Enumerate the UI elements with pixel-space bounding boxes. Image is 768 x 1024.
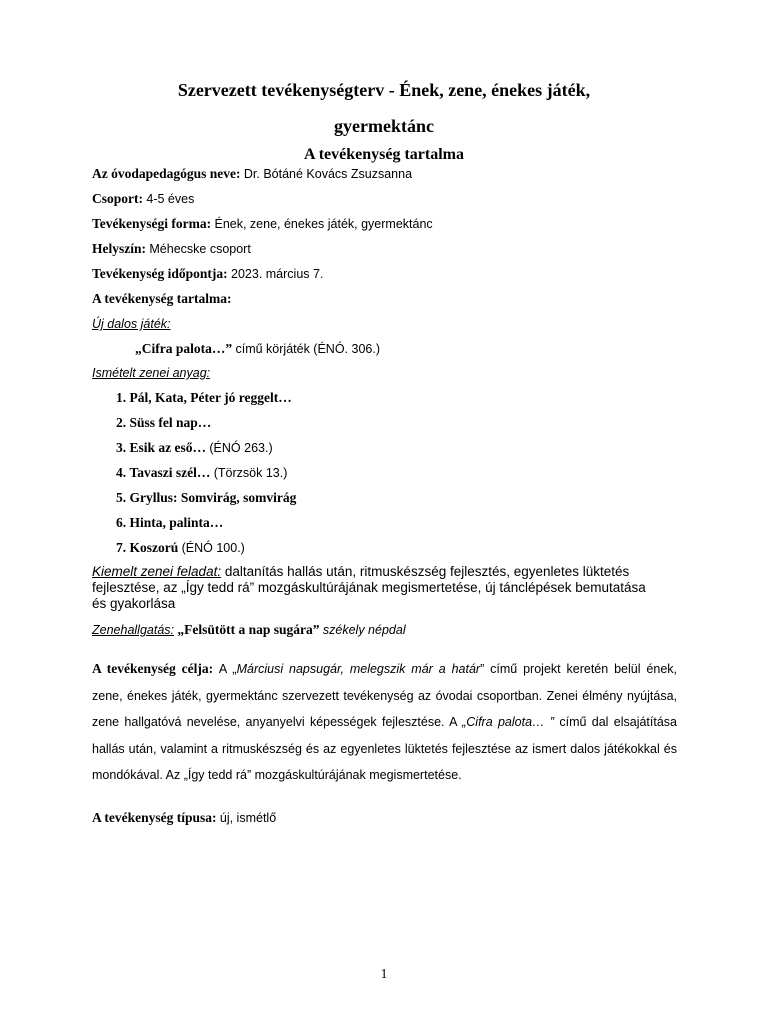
- new-game-desc: című körjáték (ÉNÓ. 306.): [235, 342, 380, 356]
- listening-desc: székely népdal: [322, 623, 406, 637]
- list-item: 6. Hinta, palinta…: [116, 515, 224, 530]
- content-heading: A tevékenység tartalma:: [92, 291, 232, 306]
- date-row: [92, 266, 323, 282]
- list-item: 3. Esik az eső… (ÉNÓ 263.): [116, 440, 273, 455]
- goal-project: Márciusi napsugár, melegszik már a határ: [236, 662, 481, 676]
- page-subtitle: A tevékenység tartalma: [304, 146, 464, 163]
- repeated-label: Ismételt zenei anyag:: [92, 366, 211, 380]
- list-item: 7. Koszorú (ÉNÓ 100.): [116, 540, 245, 555]
- group-value: 4-5 éves: [146, 192, 195, 206]
- teacher-row: [92, 166, 412, 182]
- group-row: [92, 191, 194, 207]
- form-row: [92, 216, 433, 232]
- list-item: 1. Pál, Kata, Péter jó reggelt…: [116, 390, 292, 405]
- listening-label: Zenehallgatás:: [92, 623, 175, 637]
- goal-label: A tevékenység célja:: [92, 661, 214, 676]
- date-label: Tevékenység időpontja:: [92, 266, 228, 281]
- teacher-label: Az óvodapedagógus neve:: [92, 166, 241, 181]
- page-title-line2: gyermektánc: [334, 116, 434, 136]
- place-label: Helyszín:: [92, 241, 146, 256]
- teacher-value: Dr. Bótáné Kovács Zsuzsanna: [243, 167, 413, 181]
- listening-title: „Felsütött a nap sugára”: [177, 622, 320, 637]
- new-game-title: „Cifra palota…”: [135, 341, 233, 356]
- date-value: 2023. március 7.: [231, 267, 324, 281]
- featured-label: Kiemelt zenei feladat:: [92, 564, 222, 579]
- type-row: [92, 810, 276, 826]
- list-item: 4. Tavaszi szél… (Törzsök 13.): [116, 465, 288, 480]
- place-value: Méhecske csoport: [149, 242, 251, 256]
- type-label: A tevékenység típusa:: [92, 810, 217, 825]
- page-title-line1: Szervezett tevékenységterv - Ének, zene, énekes játék,: [177, 80, 591, 100]
- group-label: Csoport:: [92, 191, 143, 206]
- goal-paragraph: A tevékenység célja: A „Márciusi napsugár, melegszik már a határ” című projekt keretén belül ének, zene, énekes játék, gyermektánc szervezett tevékenység az óvodai csoportban. Zenei élmény nyújtása, zene hallgatóvá nevelése, anyanyelvi képességek fejlesztése. A „Cifra palota… ” című dal elsajátítása hallás után, valamint a ritmuskészség és az egyenletes lüktetés fejlesztése az ismert dalos játékokkal és mondókával. Az „Így tedd rá” mozgáskultúrájának megismertetése.: [92, 661, 677, 782]
- list-item: 2. Süss fel nap…: [116, 415, 212, 430]
- featured-task: [92, 564, 677, 612]
- featured-text-3: és gyakorlása: [92, 596, 176, 611]
- list-item: 5. Gryllus: Somvirág, somvirág: [116, 490, 297, 505]
- featured-text-1: daltanítás hallás után, ritmuskészség fejlesztés, egyenletes lüktetés: [224, 564, 630, 579]
- type-value: új, ismétlő: [219, 811, 277, 825]
- goal-song: „Cifra palota… ”: [462, 715, 555, 729]
- featured-text-2: fejlesztése, az „Így tedd rá” mozgáskultúrájának megismertetése, új tánclépések bemutatása: [92, 580, 646, 595]
- listening-row: [92, 622, 406, 638]
- page-number: 1: [380, 966, 388, 981]
- new-game-label: Új dalos játék:: [92, 317, 171, 331]
- form-value: Ének, zene, énekes játék, gyermektánc: [214, 217, 433, 231]
- place-row: [92, 241, 251, 257]
- form-label: Tevékenységi forma:: [92, 216, 212, 231]
- new-game-row: [135, 341, 380, 357]
